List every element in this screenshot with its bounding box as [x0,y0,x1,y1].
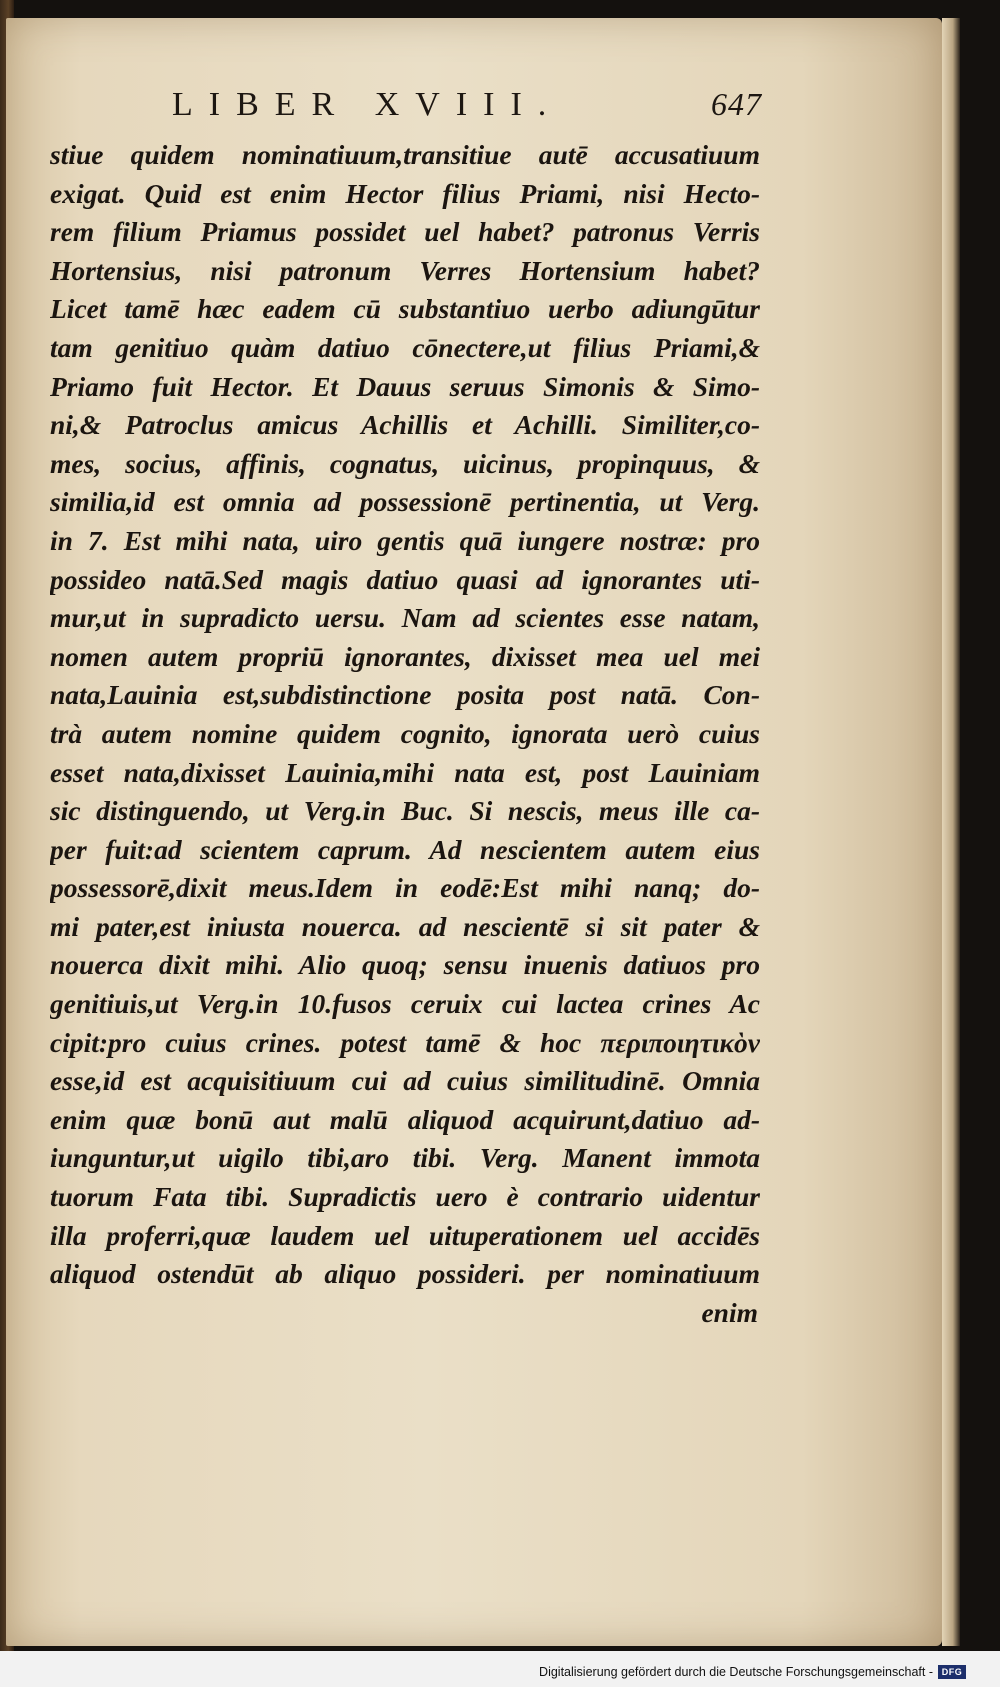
credit-text: Digitalisierung gefördert durch die Deutsche Forschungsgemeinschaft - [539,1665,933,1679]
text-line: tuorum Fata tibi. Supradictis uero è contrario uidentur [50,1181,760,1213]
text-line: possideo natā.Sed magis datiuo quasi ad ignorantes uti- [50,563,760,595]
text-line: rem filium Priamus possidet uel habet? patronus Verris [50,216,760,248]
text-line: stiue quidem nominatiuum,transitiue autē accusatiuum [50,139,760,170]
text-line: enim [701,1296,758,1328]
text-line: mur,ut in supradicto uersu. Nam ad scientes esse natam, [50,602,760,634]
text-line: Licet tamē hæc eadem cū substantiuo uerbo adiungūtur [50,293,760,325]
text-line: ni,& Patroclus amicus Achillis et Achilli. Similiter,co- [50,409,760,441]
dfg-logo: DFG [938,1665,966,1679]
text-line: Hortensius, nisi patronum Verres Hortensium habet? [50,254,760,286]
text-line: esse,id est acquisitiuum cui ad cuius similitudinē. Omnia [50,1065,760,1097]
text-line: esset nata,dixisset Lauinia,mihi nata est, post Lauiniam [50,756,760,788]
text-line: Priamo fuit Hector. Et Dauus seruus Simonis & Simo- [50,370,760,402]
text-line: iunguntur,ut uigilo tibi,aro tibi. Verg. Manent immota [50,1142,760,1174]
text-line: mi pater,est iniusta nouerca. ad nescientē si sit pater & [50,910,760,942]
text-line: nouerca dixit mihi. Alio quoq; sensu inuenis datiuos pro [50,949,760,981]
digitization-credit [539,1665,966,1679]
text-line: illa proferri,quæ laudem uel uituperationem uel accidēs [50,1219,760,1251]
text-line: genitiuis,ut Verg.in 10.fusos ceruix cui lactea crines Ac [50,988,760,1020]
text-line: tam genitiuo quàm datiuo cōnectere,ut filius Priami,& [50,331,760,363]
text-body [50,136,760,1332]
text-line: similia,id est omnia ad possessionē pertinentia, ut Verg. [50,486,760,518]
text-line: trà autem nomine quidem cognito, ignorata uerò cuius [50,717,760,749]
text-line: possessorē,dixit meus.Idem in eodē:Est mihi nanq; do- [50,872,760,904]
text-line: exigat. Quid est enim Hector filius Priami, nisi Hecto- [50,177,760,209]
text-line: nomen autem propriū ignorantes, dixisset mea uel mei [50,640,760,672]
text-line: cipit:pro cuius crines. potest tamē & hoc περιποιητικὸν [50,1026,760,1058]
text-line: enim quæ bonū aut malū aliquod acquirunt,datiuo ad- [50,1103,760,1135]
page-number: 647 [711,86,762,122]
text-line: per fuit:ad scientem caprum. Ad nescientem autem eius [50,833,760,865]
text-line: aliquod ostendūt ab aliquo possideri. per nominatiuum [50,1258,760,1290]
text-line: mes, socius, affinis, cognatus, uicinus, propinquus, & [50,447,760,479]
text-line: nata,Lauinia est,subdistinctione posita post natā. Con- [50,679,760,711]
text-line: sic distinguendo, ut Verg.in Buc. Si nescis, meus ille ca- [50,795,760,827]
page-header [172,86,762,130]
page-edge [942,18,960,1646]
running-head: LIBER XVIII. [172,86,563,123]
text-line: in 7. Est mihi nata, uiro gentis quā iungere nostræ: pro [50,524,760,556]
